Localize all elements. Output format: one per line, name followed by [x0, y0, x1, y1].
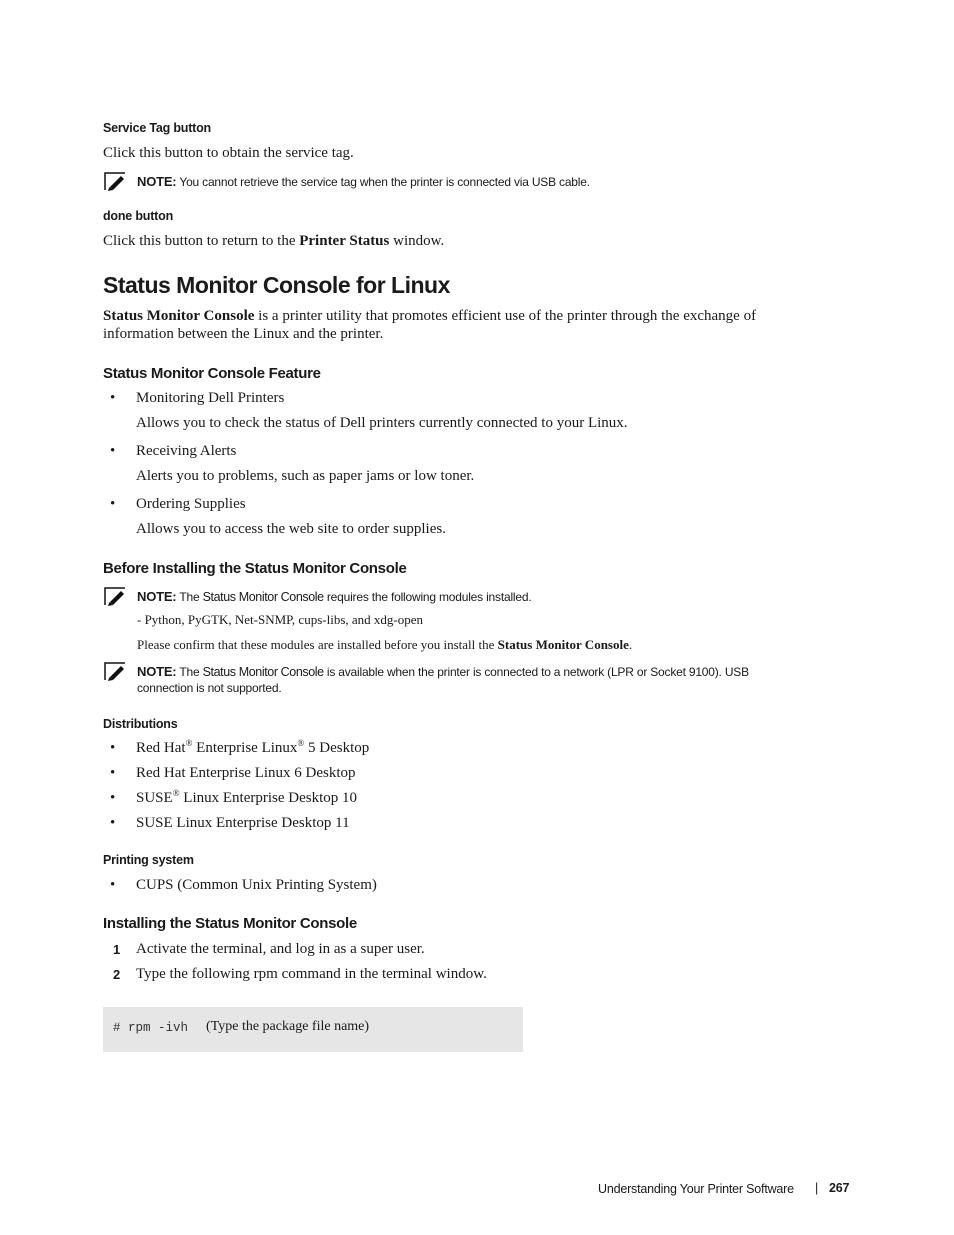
distribution-item: Red Hat® Enterprise Linux® 5 Desktop	[136, 738, 370, 756]
note-rest: is available when the printer is connected to a network (LPR or Socket 9100). USB	[323, 665, 749, 679]
confirm-before: Please confirm that these modules are installed before you install the	[137, 637, 498, 652]
note-rest: requires the following modules installed.	[323, 590, 532, 604]
distribution-item: SUSE Linux Enterprise Desktop 11	[136, 815, 350, 831]
step-number: 1	[113, 942, 121, 957]
note-modules	[137, 589, 531, 604]
note-label: NOTE:	[137, 664, 177, 679]
note-network	[137, 664, 749, 679]
feature-item-desc: Allows you to check the status of Dell printers currently connected to your Linux.	[136, 415, 628, 431]
note-service-tag	[137, 174, 590, 189]
bullet-dot: •	[110, 390, 116, 406]
service-tag-text: Click this button to obtain the service tag.	[103, 145, 354, 161]
modules-list: - Python, PyGTK, Net-SNMP, cups-libs, and xdg-open	[137, 612, 423, 627]
feature-item-desc: Alerts you to problems, such as paper jams or low toner.	[136, 468, 475, 484]
note-the: The	[179, 590, 203, 604]
bullet-dot: •	[110, 815, 116, 831]
done-text	[103, 233, 444, 250]
bullet-dot: •	[110, 790, 116, 806]
note-bold-term: Status Monitor Console	[202, 665, 324, 679]
heading-feature: Status Monitor Console Feature	[103, 365, 321, 382]
note-text: You cannot retrieve the service tag when the printer is connected via USB cable.	[179, 175, 590, 189]
intro-line-1	[103, 308, 756, 325]
bullet-dot: •	[110, 877, 116, 893]
bullet-dot: •	[110, 740, 116, 756]
note-label: NOTE:	[137, 589, 177, 604]
bullet-dot: •	[110, 765, 116, 781]
footer-separator: |	[815, 1181, 819, 1195]
heading-installing: Installing the Status Monitor Console	[103, 915, 357, 932]
note-label: NOTE:	[137, 174, 177, 189]
feature-item-desc: Allows you to access the web site to order supplies.	[136, 521, 446, 537]
step-text: Activate the terminal, and log in as a super user.	[136, 941, 425, 957]
feature-item-title: Monitoring Dell Printers	[136, 390, 285, 406]
note-bold-term: Status Monitor Console	[202, 590, 324, 604]
heading-printing-system: Printing system	[103, 853, 194, 867]
note-pencil-icon	[104, 662, 126, 681]
intro-text-1: is a printer utility that promotes efficient use of the printer through the exchange of	[254, 308, 757, 324]
heading-service-tag-button: Service Tag button	[103, 121, 211, 135]
heading-distributions: Distributions	[103, 717, 178, 731]
step-text: Type the following rpm command in the terminal window.	[136, 966, 487, 982]
done-text-before: Click this button to return to the	[103, 233, 300, 249]
code-note: (Type the package file name)	[206, 1019, 370, 1034]
footer-title: Understanding Your Printer Software	[598, 1182, 794, 1196]
heading-before-installing: Before Installing the Status Monitor Console	[103, 560, 407, 577]
page-number: 267	[829, 1181, 850, 1195]
intro-line-2: information between the Linux and the printer.	[103, 326, 384, 342]
printing-system-item: CUPS (Common Unix Printing System)	[136, 877, 377, 893]
done-text-bold: Printer Status	[299, 233, 390, 249]
done-text-after: window.	[389, 233, 445, 249]
note-the: The	[179, 665, 203, 679]
feature-item-title: Ordering Supplies	[136, 496, 246, 512]
confirm-bold: Status Monitor Console	[497, 637, 629, 652]
confirm-after: .	[628, 637, 633, 652]
section-title: Status Monitor Console for Linux	[103, 272, 450, 298]
bullet-dot: •	[110, 443, 116, 459]
note-network-line-2: connection is not supported.	[137, 681, 282, 695]
feature-item-title: Receiving Alerts	[136, 443, 237, 459]
distribution-item: Red Hat Enterprise Linux 6 Desktop	[136, 765, 356, 781]
note-pencil-icon	[104, 587, 126, 606]
distribution-item: SUSE® Linux Enterprise Desktop 10	[136, 788, 357, 806]
intro-bold: Status Monitor Console	[103, 308, 255, 324]
step-number: 2	[113, 967, 121, 982]
note-pencil-icon	[104, 172, 126, 191]
confirm-text	[137, 637, 632, 653]
code-command: # rpm -ivh	[113, 1021, 189, 1035]
bullet-dot: •	[110, 496, 116, 512]
heading-done-button: done button	[103, 209, 173, 223]
